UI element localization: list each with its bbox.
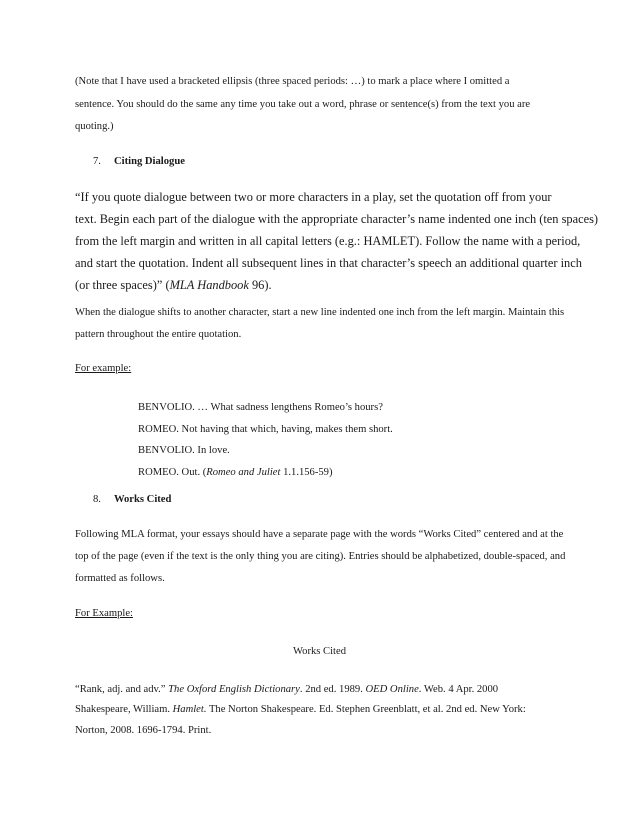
section-8-title: Works Cited: [114, 494, 172, 505]
section-7-title: Citing Dialogue: [114, 156, 185, 167]
citation-1-edition: . 2nd ed. 1989.: [299, 684, 366, 695]
dictionary-title: The Oxford English Dictionary: [168, 684, 300, 695]
quote-source-title: MLA Handbook: [169, 278, 249, 292]
dialogue-line-1: BENVOLIO. … What sadness lengthens Romeo’s hours?: [138, 402, 383, 413]
dialogue-line-4-citation: 1.1.156-59): [280, 467, 333, 478]
citation-line-2: [75, 704, 526, 715]
quote-line-5-end: 96).: [248, 278, 272, 292]
citation-2-author: Shakespeare, William.: [75, 704, 173, 715]
citation-1-date: . Web. 4 Apr. 2000: [418, 684, 499, 695]
quote-line-5: [75, 278, 272, 293]
quote-line-3: from the left margin and written in all capital letters (e.g.: HAMLET). Follow the name with a period,: [75, 234, 581, 248]
citation-2-text: The Norton Shakespeare. Ed. Stephen Greenblatt, et al. 2nd ed. New York:: [206, 704, 526, 715]
dialogue-line-3: BENVOLIO. In love.: [138, 445, 230, 456]
note-line-2: sentence. You should do the same any time you take out a word, phrase or sentence(s) from the text you are: [75, 99, 531, 110]
quote-line-5-text: (or three spaces)” (: [75, 278, 170, 292]
mla-line-1: Following MLA format, your essays should have a separate page with the words “Works Cited” centered and at the: [75, 529, 564, 540]
section-7-number: 7.: [93, 156, 101, 167]
dialogue-line-4-text: ROMEO. Out. (: [138, 467, 207, 478]
quote-line-1: “If you quote dialogue between two or more characters in a play, set the quotation off from your: [75, 190, 552, 204]
mla-line-2: top of the page (even if the text is the only thing you are citing). Entries should be alphabetized, double-spaced, and: [75, 551, 566, 562]
section-7-heading: [93, 156, 185, 167]
citation-line-3: Norton, 2008. 1696-1794. Print.: [75, 725, 212, 736]
dialogue-line-2: ROMEO. Not having that which, having, makes them short.: [138, 424, 393, 435]
play-title: Romeo and Juliet: [206, 467, 281, 478]
works-cited-heading: Works Cited: [293, 646, 346, 657]
quote-line-2: text. Begin each part of the dialogue with the appropriate character’s name indented one inch (ten spaces): [75, 212, 599, 226]
note-line-3: quoting.): [75, 121, 114, 132]
shift-line-1: When the dialogue shifts to another character, start a new line indented one inch from the left margin. Maintain this: [75, 307, 565, 318]
section-8-heading: [93, 494, 171, 505]
citation-1-text: “Rank, adj. and adv.”: [75, 684, 169, 695]
quote-line-4: and start the quotation. Indent all subsequent lines in that character’s speech an additional quarter inch: [75, 256, 582, 270]
dialogue-line-4: [138, 467, 333, 478]
oed-online-title: OED Online: [365, 684, 419, 695]
for-example-label-1: For example:: [75, 363, 132, 374]
citation-line-1: [75, 684, 498, 695]
note-line-1: (Note that I have used a bracketed ellipsis (three spaced periods: …) to mark a place where I omitted a: [75, 76, 510, 87]
for-example-label-2: For Example:: [75, 608, 133, 619]
section-8-number: 8.: [93, 494, 101, 505]
hamlet-title: Hamlet.: [172, 704, 207, 715]
shift-line-2: pattern throughout the entire quotation.: [75, 329, 242, 340]
mla-line-3: formatted as follows.: [75, 573, 165, 584]
